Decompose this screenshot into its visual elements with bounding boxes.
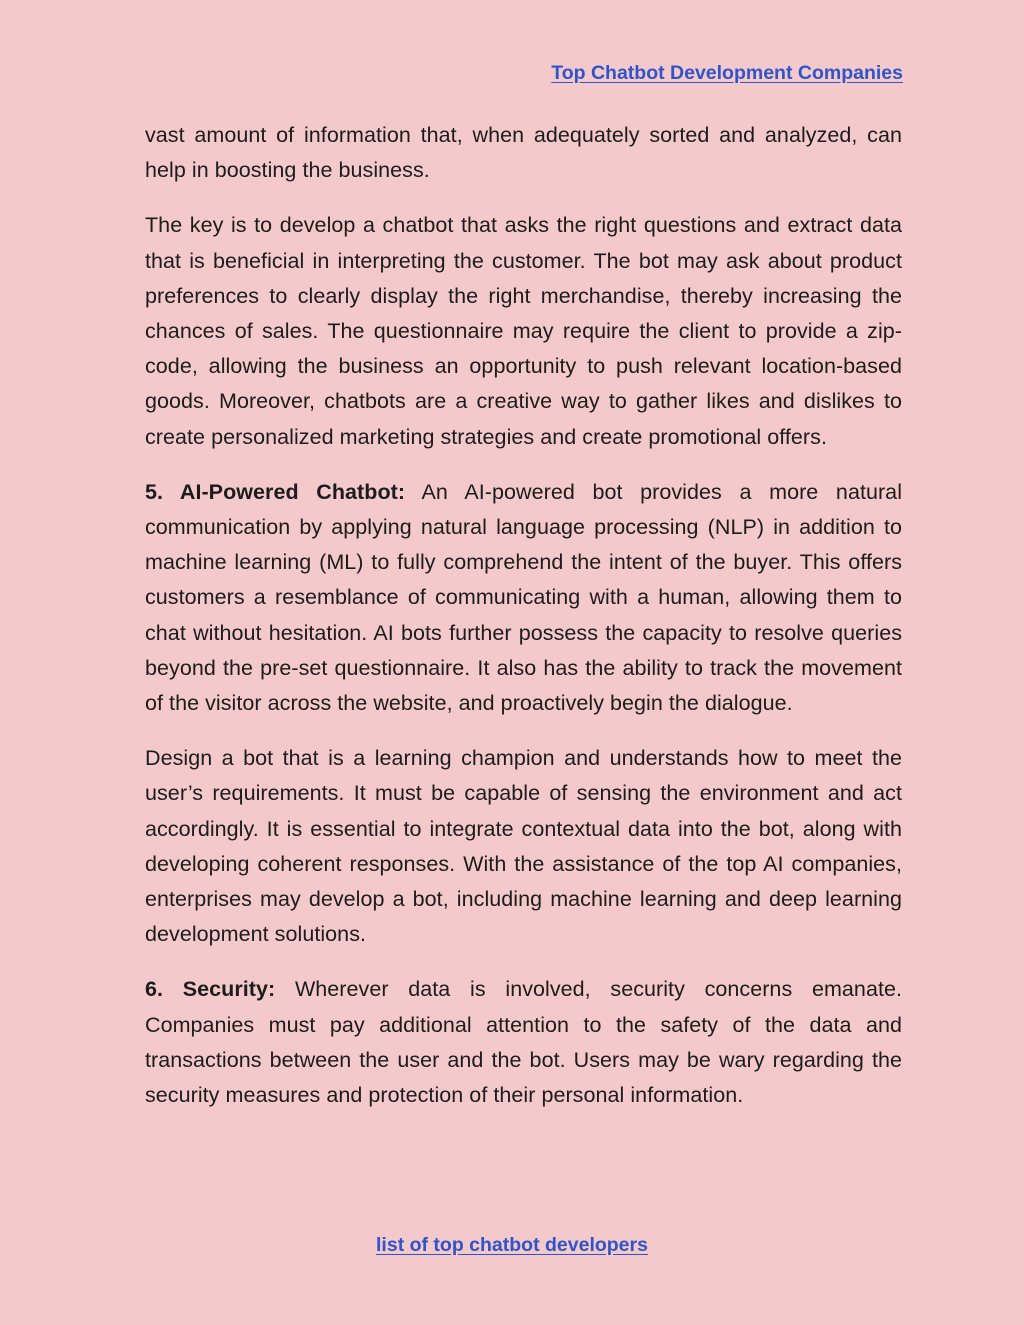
header-link-top-chatbot-companies[interactable]: Top Chatbot Development Companies bbox=[551, 62, 903, 84]
paragraph-security bbox=[145, 972, 902, 1113]
section-heading-security: 6. Security: bbox=[145, 977, 276, 1002]
paragraph-intro-continuation bbox=[145, 118, 902, 188]
paragraph-text: An AI-powered bot provides a more natural communication by applying natural language processing (NLP) in addition to machine learning (ML) to fully comprehend the intent of the buyer. This offers customers a resemblance of communicating with a human, allowing them to chat without hesitation. AI bots further possess the capacity to resolve queries beyond the pre-set questionnaire. It also has the ability to track the movement of the visitor across the website, and proactively begin the dialogue. bbox=[145, 479, 903, 716]
paragraph-text: The key is to develop a chatbot that asks the right questions and extract data that is beneficial in interpreting the customer. The bot may ask about product preferences to clearly display the right merchandise, thereby increasing the chances of sales. The questionnaire may require the client to provide a zip-code, allowing the business an opportunity to push relevant location-based goods. Moreover, chatbots are a creative way to gather likes and dislikes to create personalized marketing strategies and create promotional offers. bbox=[145, 213, 902, 449]
paragraph-text: vast amount of information that, when adequately sorted and analyzed, can help in boosting the business. bbox=[145, 123, 902, 183]
section-heading-ai-powered-chatbot: 5. AI-Powered Chatbot: bbox=[145, 479, 406, 504]
footer bbox=[0, 1234, 1024, 1257]
paragraph-text: Wherever data is involved, security concerns emanate. Companies must pay additional attention to the safety of the data and transactions between the user and the bot. Users may be wary regarding the security measures and protection of their personal information. bbox=[145, 977, 903, 1108]
body-content bbox=[145, 118, 902, 1133]
paragraph-learning-bot bbox=[145, 741, 902, 952]
paragraph-ai-powered-chatbot bbox=[145, 475, 902, 721]
paragraph-chatbot-questions bbox=[145, 208, 902, 454]
footer-link-chatbot-developers[interactable]: list of top chatbot developers bbox=[376, 1234, 648, 1256]
paragraph-text: Design a bot that is a learning champion and understands how to meet the user’s requirements. It must be capable of sensing the environment and act accordingly. It is essential to integrate contextual data into the bot, along with developing coherent responses. With the assistance of the top AI companies, enterprises may develop a bot, including machine learning and deep learning development solutions. bbox=[145, 746, 902, 947]
